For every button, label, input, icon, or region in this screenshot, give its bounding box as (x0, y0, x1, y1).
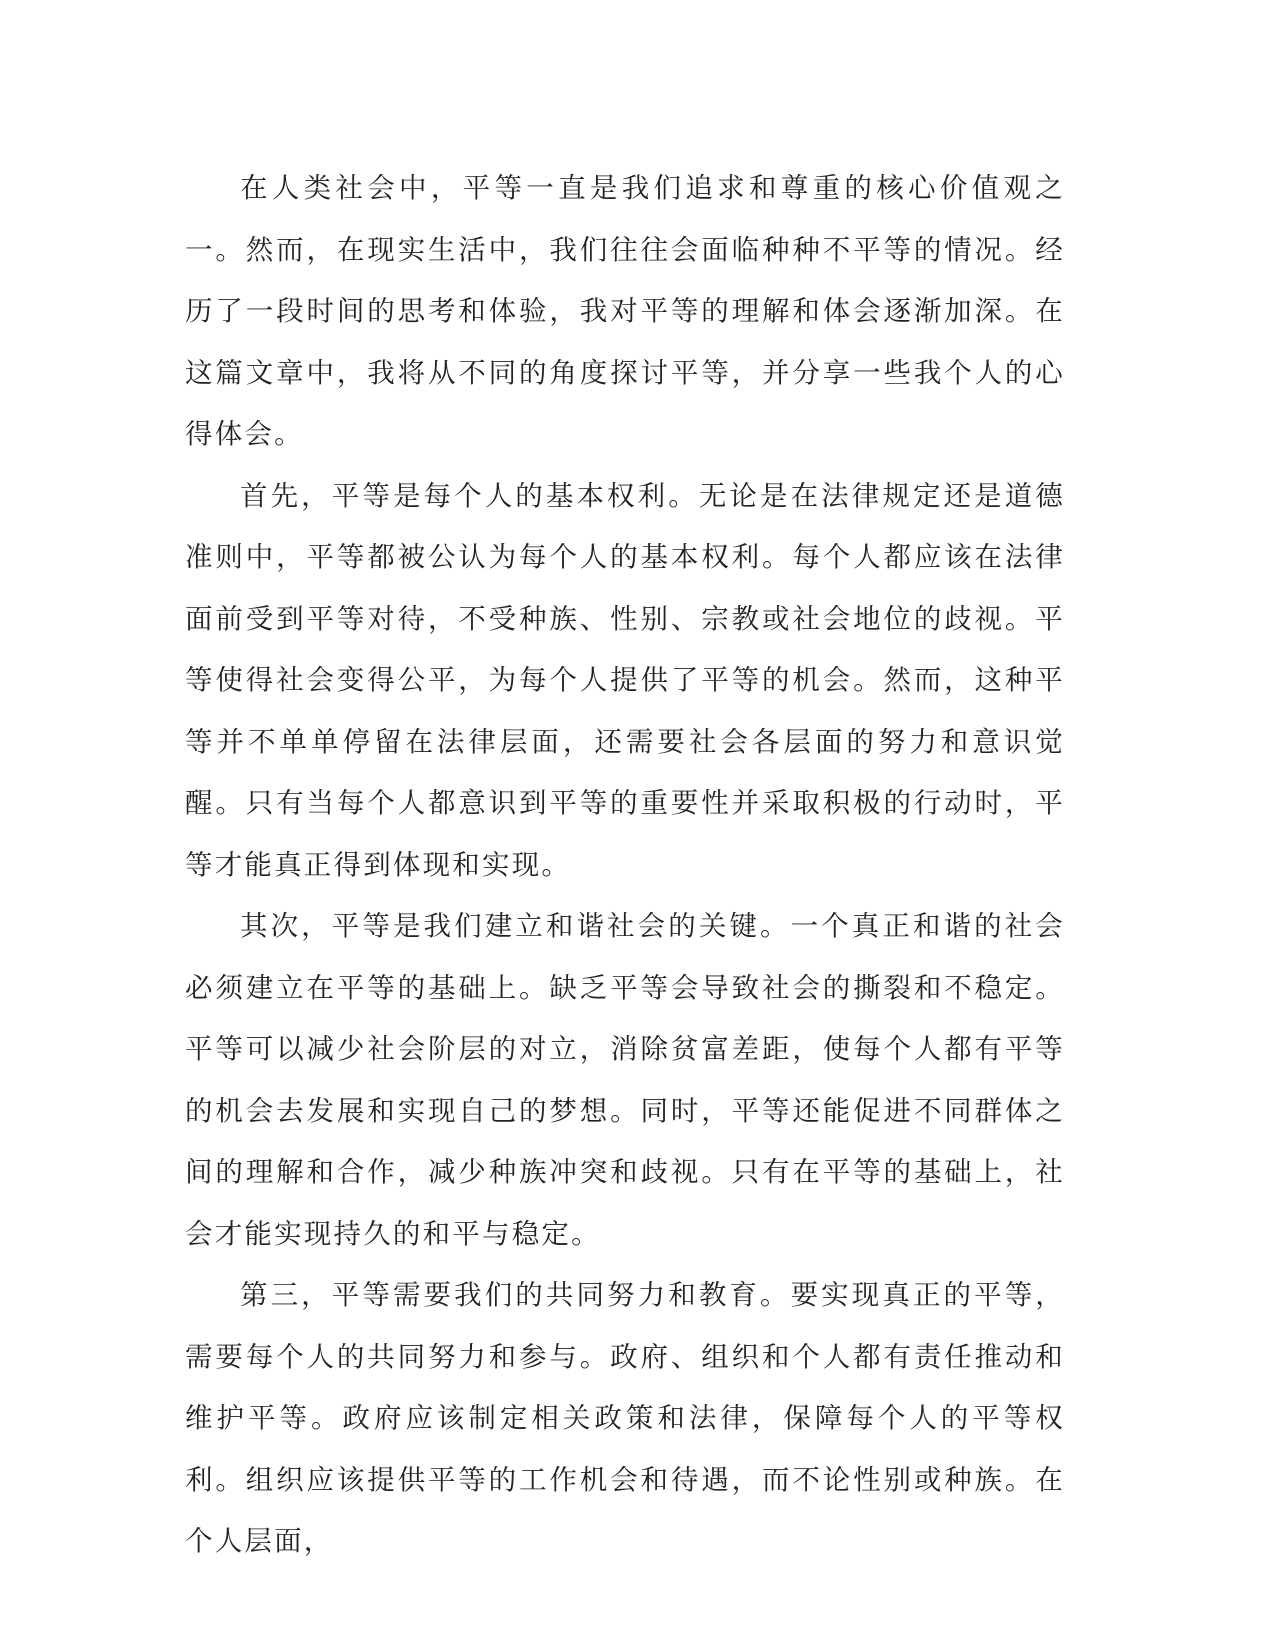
paragraph-third-point: 第三，平等需要我们的共同努力和教育。要实现真正的平等，需要每个人的共同努力和参与。政府、组织和个人都有责任推动和维护平等。政府应该制定相关政策和法律，保障每个人的平等权利。组织应该提供平等的工作机会和待遇，而不论性别或种族。在个人层面， (185, 1279, 1065, 1557)
paragraph-intro: 在人类社会中，平等一直是我们追求和尊重的核心价值观之一。然而，在现实生活中，我们往往会面临种种不平等的情况。经历了一段时间的思考和体验，我对平等的理解和体会逐渐加深。在这篇文章中，我将从不同的角度探讨平等，并分享一些我个人的心得体会。 (185, 172, 1065, 450)
paragraph-second-point: 其次，平等是我们建立和谐社会的关键。一个真正和谐的社会必须建立在平等的基础上。缺乏平等会导致社会的撕裂和不稳定。平等可以减少社会阶层的对立，消除贫富差距，使每个人都有平等的机会去发展和实现自己的梦想。同时，平等还能促进不同群体之间的理解和合作，减少种族冲突和歧视。只有在平等的基础上，社会才能实现持久的和平与稳定。 (185, 910, 1065, 1250)
paragraph-first-point: 首先，平等是每个人的基本权利。无论是在法律规定还是道德准则中，平等都被公认为每个人的基本权利。每个人都应该在法律面前受到平等对待，不受种族、性别、宗教或社会地位的歧视。平等使得社会变得公平，为每个人提供了平等的机会。然而，这种平等并不单单停留在法律层面，还需要社会各层面的努力和意识觉醒。只有当每个人都意识到平等的重要性并采取积极的行动时，平等才能真正得到体现和实现。 (185, 479, 1065, 881)
document-body (185, 158, 1065, 1573)
